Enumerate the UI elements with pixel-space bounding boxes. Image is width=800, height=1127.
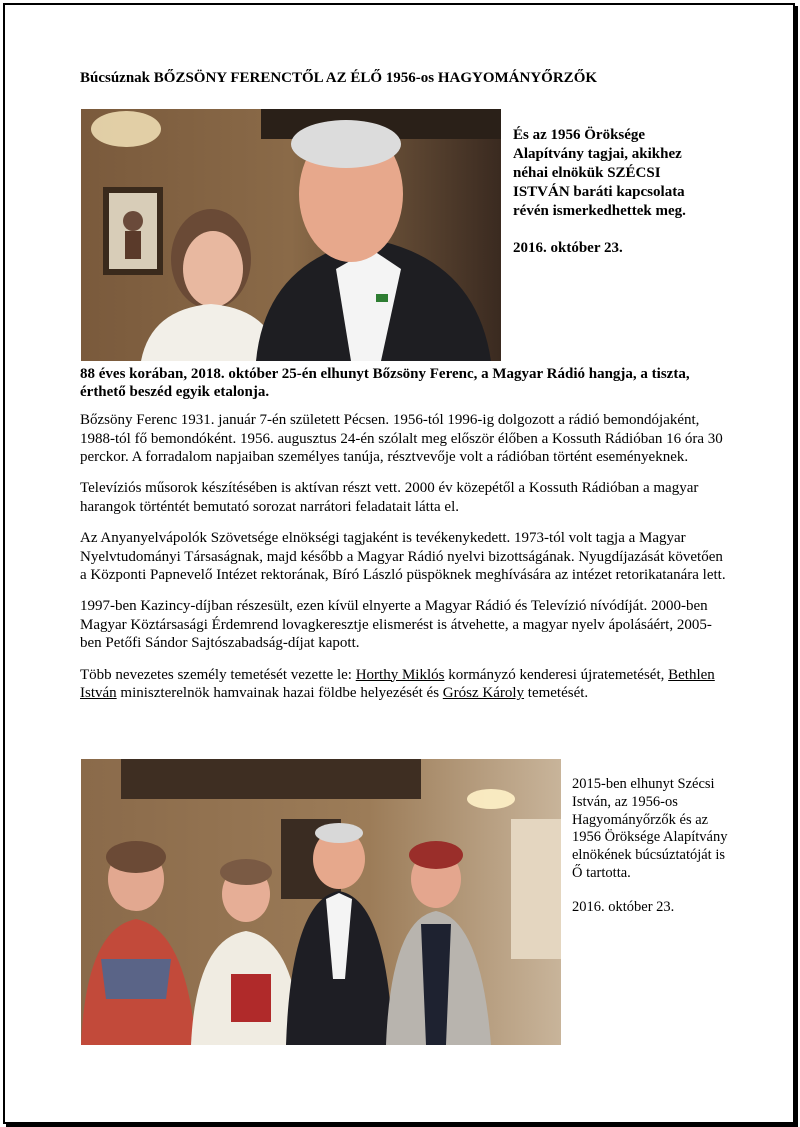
caption-date: 2016. október 23. <box>513 240 623 256</box>
article-body <box>80 411 730 715</box>
caption-text: 2015-ben elhunyt Szécsi István, az 1956-os Hagyományőrzők és az 1956 Öröksége Alapítvány elnökének búcsúztatóját is Ő tartotta. <box>572 776 728 881</box>
page-title: Búcsúznak BŐZSÖNY FERENCTŐL AZ ÉLŐ 1956-os HAGYOMÁNYŐRZŐK <box>80 70 598 86</box>
paragraph-television: Televíziós műsorok készítésében is aktívan részt vett. 2000 év közepétől a Kossuth Rádióban a magyar harangok történtét bemutató sorozat narrátori feladatait látta el. <box>80 480 699 515</box>
link-horthy-miklos[interactable]: Horthy Miklós <box>355 666 445 683</box>
funerals-text-2: kormányzó kenderesi újratemetését, <box>444 666 669 683</box>
paragraph-awards: 1997-ben Kazincy-díjban részesült, ezen kívül elnyerte a Magyar Rádió és Televízió nívódíját. 2000-ben Magyar Köztársasági Érdemrend lovagkeresztje elismerést is átvehette, a magyar nyelv ápolásáért, 2005-ben Petőfi Sándor Sajtószabadság-díjat kapott. <box>80 598 712 652</box>
link-bethlen-istvan[interactable]: Bethlen István <box>80 666 715 702</box>
lead-paragraph: 88 éves korában, 2018. október 25-én elhunyt Bőzsöny Ferenc, a Magyar Rádió hangja, a tiszta, érthető beszéd egyik etalonja. <box>80 366 690 400</box>
funerals-text-1: Több nevezetes személy temetését vezette le: <box>80 666 356 683</box>
paragraph-funerals <box>80 666 730 703</box>
photo-caption-top <box>513 126 713 258</box>
photo-caption-bottom <box>572 776 732 917</box>
caption-text: És az 1956 Öröksége Alapítvány tagjai, akikhez néhai elnökük SZÉCSI ISTVÁN baráti kapcsolata révén ismerkedhettek meg. <box>513 127 686 219</box>
photo-group <box>81 759 561 1045</box>
funerals-text-4: temetését. <box>524 685 589 702</box>
caption-date: 2016. október 23. <box>572 898 675 915</box>
funerals-text-3: miniszterelnök hamvainak hazai földbe helyezését és <box>116 685 443 702</box>
paragraph-birth: Bőzsöny Ferenc 1931. január 7-én született Pécsen. 1956-tól 1996-ig dolgozott a rádió bemondójaként, 1988-tól fő bemondóként. 1956. augusztus 24-én szólalt meg először élőben a Kossuth Rádióban 16 óra 30 perckor. A forradalom napjaiban személyes tanúja, résztvevője volt a rádióban történt eseményeknek. <box>80 412 723 466</box>
paragraph-association: Az Anyanyelvápolók Szövetsége elnökségi tagjaként is tevékenykedett. 1973-tól volt tagja a Magyar Nyelvtudományi Társaságnak, majd később a Magyar Rádió nyelvi bizottságának. Nyugdíjazását követően a Központi Papnevelő Intézet rektorának, Bíró László püspöknek meghívására az intézet retorikatanára lett. <box>80 529 726 584</box>
photo-couple <box>81 109 501 361</box>
link-grosz-karoly[interactable]: Grósz Károly <box>442 685 525 702</box>
